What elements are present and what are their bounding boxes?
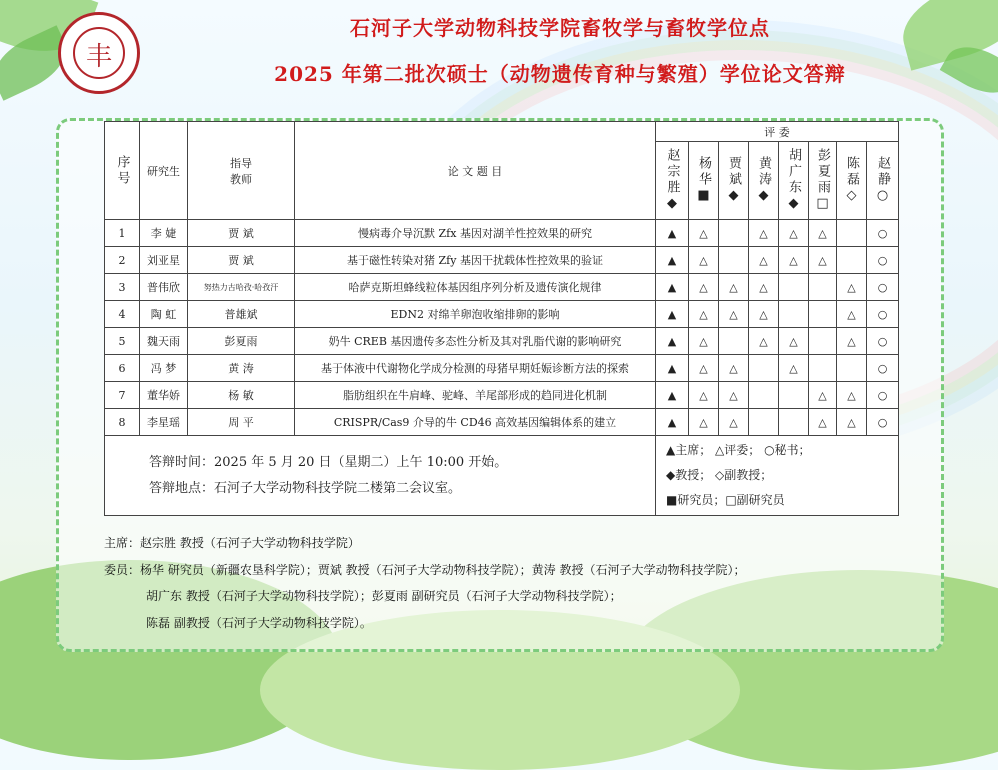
defense-place: 答辩地点：石河子大学动物科技学院二楼第二会议室。 xyxy=(149,480,462,496)
judge-mark: △ xyxy=(689,328,719,355)
page-title-line1: 石河子大学动物科技学院畜牧学与畜牧学位点 xyxy=(350,16,770,40)
judge-name: 胡广东◆ xyxy=(779,142,809,220)
judge-mark: △ xyxy=(837,274,867,301)
legend-line2: ◆教授； ◇副教授； xyxy=(666,468,773,482)
row-index: 3 xyxy=(105,274,140,301)
judge-mark: ▲ xyxy=(656,382,689,409)
judge-mark xyxy=(749,409,779,436)
judge-mark xyxy=(779,274,809,301)
svg-text:丰: 丰 xyxy=(85,42,113,72)
advisor-name: 杨 敏 xyxy=(188,382,295,409)
judge-name: 赵静○ xyxy=(867,142,899,220)
judge-mark: △ xyxy=(837,382,867,409)
judge-mark: ▲ xyxy=(656,355,689,382)
judge-mark: △ xyxy=(837,328,867,355)
judge-mark: ▲ xyxy=(656,328,689,355)
row-index: 4 xyxy=(105,301,140,328)
judge-mark: △ xyxy=(809,220,837,247)
judge-mark: △ xyxy=(719,409,749,436)
header-thesis-title: 论 文 题 目 xyxy=(295,122,656,220)
judge-mark xyxy=(779,409,809,436)
judge-mark: ▲ xyxy=(656,301,689,328)
advisor-name: 黄 涛 xyxy=(188,355,295,382)
header-student: 研究生 xyxy=(140,122,188,220)
thesis-title: 奶牛 CREB 基因遗传多态性分析及其对乳脂代谢的影响研究 xyxy=(295,328,656,355)
advisor-name: 彭夏雨 xyxy=(188,328,295,355)
advisor-name: 周 平 xyxy=(188,409,295,436)
advisor-name: 贾 斌 xyxy=(188,220,295,247)
header-index: 序号 xyxy=(105,122,140,220)
committee-list xyxy=(104,530,884,636)
judge-mark: ○ xyxy=(867,355,899,382)
table-row xyxy=(105,220,899,247)
judge-mark xyxy=(837,355,867,382)
thesis-title: 基于磁性转染对猪 Zfy 基因干扰载体性控效果的验证 xyxy=(295,247,656,274)
judge-mark: △ xyxy=(779,355,809,382)
info-row xyxy=(105,436,899,516)
judge-mark: △ xyxy=(749,247,779,274)
committee-members-line3: 陈磊 副教授（石河子大学动物科技学院）。 xyxy=(146,615,372,630)
row-index: 7 xyxy=(105,382,140,409)
legend-line3: ■研究员；□副研究员 xyxy=(666,493,785,507)
committee-members-line1: 委员：杨华 研究员（新疆农垦科学院）；贾斌 教授（石河子大学动物科技学院）；黄涛 教授（石河子大学动物科技学院）； xyxy=(104,562,746,577)
judge-mark: △ xyxy=(837,409,867,436)
thesis-title: 慢病毒介导沉默 Zfx 基因对湖羊性控效果的研究 xyxy=(295,220,656,247)
judge-mark: △ xyxy=(719,382,749,409)
judge-mark: ▲ xyxy=(656,247,689,274)
judge-mark xyxy=(837,247,867,274)
committee-chair: 主席：赵宗胜 教授（石河子大学动物科技学院） xyxy=(104,536,360,550)
judge-mark xyxy=(779,301,809,328)
header-advisor: 指导教师 xyxy=(188,122,295,220)
judge-mark xyxy=(779,382,809,409)
student-name: 李星瑶 xyxy=(140,409,188,436)
judge-mark: △ xyxy=(809,409,837,436)
defense-schedule-table xyxy=(104,121,899,516)
row-index: 2 xyxy=(105,247,140,274)
judge-name: 陈磊◇ xyxy=(837,142,867,220)
header-judges: 评 委 xyxy=(656,122,899,142)
thesis-title: 脂肪组织在牛肩峰、驼峰、羊尾部形成的趋同进化机制 xyxy=(295,382,656,409)
thesis-title: EDN2 对绵羊卵泡收缩排卵的影响 xyxy=(295,301,656,328)
judge-name: 彭夏雨□ xyxy=(809,142,837,220)
table-row xyxy=(105,382,899,409)
judge-mark: △ xyxy=(689,409,719,436)
student-name: 刘亚星 xyxy=(140,247,188,274)
judge-mark: △ xyxy=(689,274,719,301)
judge-mark: △ xyxy=(689,382,719,409)
judge-mark xyxy=(719,328,749,355)
judge-mark: ○ xyxy=(867,220,899,247)
judge-mark xyxy=(809,274,837,301)
judge-name: 黄涛◆ xyxy=(749,142,779,220)
judge-name: 赵宗胜◆ xyxy=(656,142,689,220)
judge-mark xyxy=(837,220,867,247)
university-logo xyxy=(58,12,140,94)
row-index: 8 xyxy=(105,409,140,436)
judge-mark xyxy=(719,247,749,274)
advisor-name: 贾 斌 xyxy=(188,247,295,274)
judge-mark: △ xyxy=(689,247,719,274)
table-row xyxy=(105,247,899,274)
table-row xyxy=(105,409,899,436)
judge-mark: △ xyxy=(779,220,809,247)
student-name: 李 婕 xyxy=(140,220,188,247)
student-name: 董华娇 xyxy=(140,382,188,409)
judge-mark: ○ xyxy=(867,382,899,409)
judge-mark: △ xyxy=(749,220,779,247)
legend-line1: ▲主席； △评委； ○秘书； xyxy=(666,443,811,457)
judge-mark: △ xyxy=(719,355,749,382)
judge-mark: ○ xyxy=(867,409,899,436)
judge-mark: △ xyxy=(809,382,837,409)
advisor-name: 普雄斌 xyxy=(188,301,295,328)
student-name: 普伟欣 xyxy=(140,274,188,301)
judge-mark xyxy=(749,382,779,409)
judge-mark xyxy=(749,355,779,382)
row-index: 5 xyxy=(105,328,140,355)
judge-name: 贾斌◆ xyxy=(719,142,749,220)
judge-mark: ▲ xyxy=(656,274,689,301)
legend xyxy=(656,436,899,516)
judge-mark: △ xyxy=(837,301,867,328)
table-row xyxy=(105,328,899,355)
thesis-title: CRISPR/Cas9 介导的牛 CD46 高效基因编辑体系的建立 xyxy=(295,409,656,436)
student-name: 陶 虹 xyxy=(140,301,188,328)
judge-mark xyxy=(719,220,749,247)
page-title-line2: 2025 年第二批次硕士（动物遗传育种与繁殖）学位论文答辩 xyxy=(274,62,846,86)
advisor-name: 努热力古哈孜·哈孜汗 xyxy=(188,274,295,301)
defense-time: 答辩时间：2025 年 5 月 20 日（星期二）上午 10:00 开始。 xyxy=(149,454,508,470)
judge-mark: ▲ xyxy=(656,409,689,436)
judge-mark: ○ xyxy=(867,328,899,355)
table-row xyxy=(105,355,899,382)
judge-mark: △ xyxy=(749,274,779,301)
judge-mark: △ xyxy=(689,355,719,382)
judge-mark: △ xyxy=(719,301,749,328)
judge-mark: △ xyxy=(779,328,809,355)
row-index: 6 xyxy=(105,355,140,382)
judge-mark xyxy=(809,301,837,328)
judge-mark: △ xyxy=(749,301,779,328)
judge-mark: ▲ xyxy=(656,220,689,247)
table-header-row xyxy=(105,122,899,142)
judge-mark xyxy=(809,355,837,382)
table-row xyxy=(105,301,899,328)
judge-mark: △ xyxy=(749,328,779,355)
judge-mark xyxy=(809,328,837,355)
thesis-title: 哈萨克斯坦蜂线粒体基因组序列分析及遗传演化规律 xyxy=(295,274,656,301)
judge-mark: △ xyxy=(689,301,719,328)
table-row xyxy=(105,274,899,301)
judge-mark: △ xyxy=(719,274,749,301)
judge-mark: △ xyxy=(809,247,837,274)
row-index: 1 xyxy=(105,220,140,247)
thesis-title: 基于体液中代谢物化学成分检测的母猪早期妊娠诊断方法的探索 xyxy=(295,355,656,382)
defense-info xyxy=(105,436,656,516)
student-name: 冯 梦 xyxy=(140,355,188,382)
student-name: 魏天雨 xyxy=(140,328,188,355)
committee-members-line2: 胡广东 教授（石河子大学动物科技学院）；彭夏雨 副研究员（石河子大学动物科技学院）； xyxy=(146,589,622,603)
judge-mark: ○ xyxy=(867,247,899,274)
judge-name: 杨华■ xyxy=(689,142,719,220)
judge-mark: ○ xyxy=(867,274,899,301)
judge-mark: △ xyxy=(779,247,809,274)
judge-mark: △ xyxy=(689,220,719,247)
judge-mark: ○ xyxy=(867,301,899,328)
